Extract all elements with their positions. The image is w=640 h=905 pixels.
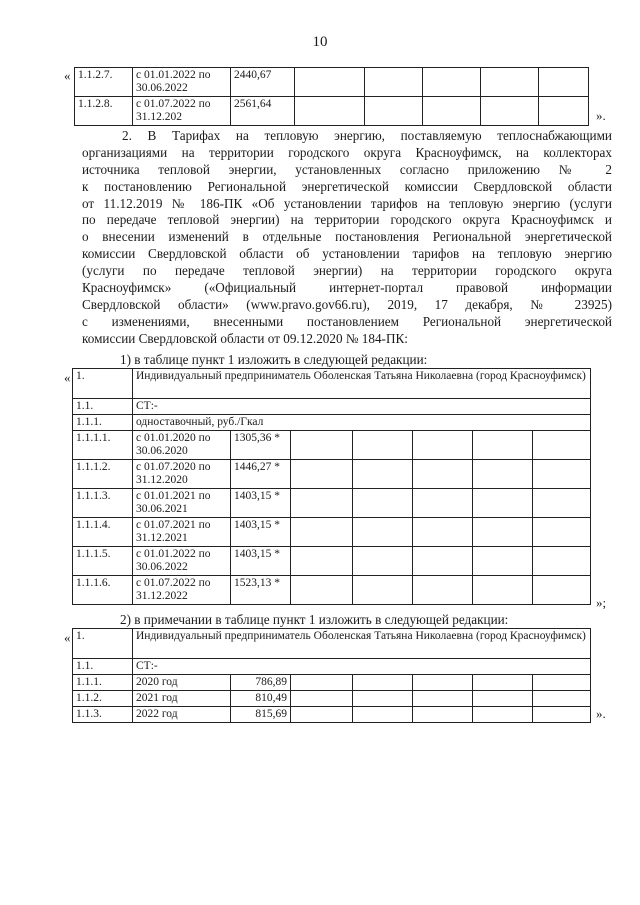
row-value: 1403,15 * (231, 489, 291, 518)
header-text: Индивидуальный предприниматель Оболенская Татьяна Николаевна (город Красноуфимск) (133, 369, 591, 399)
quote-open-table2: « (64, 630, 71, 645)
row-number: 1.1.2. (73, 691, 133, 707)
header-number: 1. (73, 629, 133, 659)
subitem-2: 2) в примечании в таблице пункт 1 изложить в следующей редакции: (120, 612, 509, 627)
paragraph-line: о внесении изменений в отдельные постановления Региональной энергетической (82, 229, 612, 245)
table-row (73, 576, 591, 605)
header-text: Индивидуальный предприниматель Оболенская Татьяна Николаевна (город Красноуфимск) (133, 629, 591, 659)
row-value: 786,89 (231, 675, 291, 691)
row-text: СТ:- (133, 659, 591, 675)
header-number: 1. (73, 369, 133, 399)
table-1 (72, 368, 591, 605)
row-number: 1.1.1.3. (73, 489, 133, 518)
page-number: 10 (312, 34, 328, 50)
table-row (73, 675, 591, 691)
row-period: с 01.01.2020 по 30.06.2020 (133, 431, 231, 460)
row-period: с 01.01.2022 по 30.06.2022 (133, 68, 231, 97)
row-number: 1.1.2.7. (75, 68, 133, 97)
row-value: 815,69 (231, 707, 291, 723)
row-period: с 01.07.2022 по 31.12.2022 (133, 576, 231, 605)
row-number: 1.1.1. (73, 675, 133, 691)
row-period: с 01.01.2022 по 30.06.2022 (133, 547, 231, 576)
row-period: с 01.07.2021 по 31.12.2021 (133, 518, 231, 547)
row-period: с 01.07.2020 по 31.12.2020 (133, 460, 231, 489)
quote-close-table1: »; (596, 595, 607, 610)
row-value: 1403,15 * (231, 547, 291, 576)
table-row (73, 431, 591, 460)
table-row (73, 489, 591, 518)
paragraph-line: комиссии Свердловской области от 09.12.2020 № 184-ПК: (82, 330, 408, 346)
row-value: 1305,36 * (231, 431, 291, 460)
subitem-1: 1) в таблице пункт 1 изложить в следующей редакции: (120, 352, 428, 367)
table-2 (72, 628, 591, 723)
quote-close-table2: ». (596, 706, 606, 721)
paragraph-line: Красноуфимск» («Официальный интернет-портал правовой информации (82, 280, 612, 296)
paragraph-line: по передаче тепловой энергии) на территории городского округа Красноуфимск и (82, 212, 612, 228)
row-value: 1446,27 * (231, 460, 291, 489)
row-number: 1.1.1.5. (73, 547, 133, 576)
quote-open-table1: « (64, 370, 71, 385)
row-value: 2561,64 (231, 97, 295, 126)
table-row (73, 460, 591, 489)
paragraph-line: организациями на территории городского округа Красноуфимск, на коллекторах (82, 144, 612, 160)
paragraph-line: с изменениями, внесенными постановлением Региональной энергетической (82, 313, 612, 329)
row-year: 2021 год (133, 691, 231, 707)
paragraph-line: (услуги по передаче тепловой энергии) на территории городского округа (82, 263, 612, 279)
paragraph-line: 2. В Тарифах на тепловую энергию, поставляемую теплоснабжающими (122, 128, 612, 143)
row-text: одноставочный, руб./Гкал (133, 415, 591, 431)
paragraph-line: источника тепловой энергии, установленных согласно приложению № 2 (82, 161, 612, 177)
row-year: 2022 год (133, 707, 231, 723)
row-text: СТ:- (133, 399, 591, 415)
paragraph-line: от 11.12.2019 № 186-ПК «Об установлении тарифов на тепловую энергию (услуги (82, 195, 612, 211)
row-year: 2020 год (133, 675, 231, 691)
quote-open-top: « (64, 68, 71, 83)
table-top (74, 67, 589, 126)
paragraph-2 (82, 128, 612, 348)
row-number: 1.1. (73, 399, 133, 415)
row-period: с 01.07.2022 по 31.12.202 (133, 97, 231, 126)
row-value: 1403,15 * (231, 518, 291, 547)
table-row (75, 68, 589, 97)
paragraph-line: Свердловской области» (www.pravo.gov66.ru), 2019, 17 декабря, № 23925) (82, 296, 612, 312)
quote-close-top: ». (596, 108, 606, 123)
row-value: 2440,67 (231, 68, 295, 97)
row-number: 1.1.1.1. (73, 431, 133, 460)
table-row (73, 518, 591, 547)
row-number: 1.1.1.4. (73, 518, 133, 547)
row-period: с 01.01.2021 по 30.06.2021 (133, 489, 231, 518)
paragraph-line: комиссии Свердловской области об установлении тарифов на тепловую энергию (82, 246, 612, 262)
row-number: 1.1.1.2. (73, 460, 133, 489)
table-row (73, 547, 591, 576)
table-row (75, 97, 589, 126)
paragraph-line: к постановлению Региональной энергетической комиссии Свердловской области (82, 178, 612, 194)
row-number: 1.1.1.6. (73, 576, 133, 605)
row-number: 1.1. (73, 659, 133, 675)
row-number: 1.1.3. (73, 707, 133, 723)
row-number: 1.1.2.8. (75, 97, 133, 126)
row-number: 1.1.1. (73, 415, 133, 431)
table-row (73, 707, 591, 723)
table-row (73, 691, 591, 707)
row-value: 1523,13 * (231, 576, 291, 605)
row-value: 810,49 (231, 691, 291, 707)
